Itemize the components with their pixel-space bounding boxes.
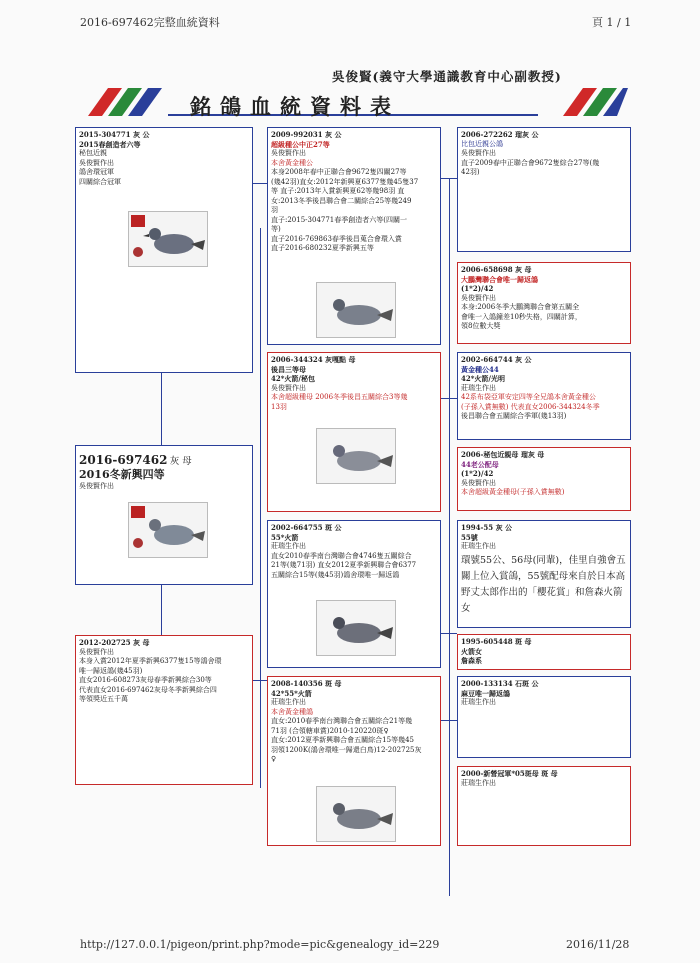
ds-line: 五關綜合15等(幾45羽)鴿舍環唯一歸返鴿 xyxy=(271,570,400,579)
dd-line: 莊瑞生作出 xyxy=(271,698,306,706)
sds-ring: 2002-664744 灰 公 xyxy=(461,355,532,364)
right-stripes xyxy=(563,88,628,116)
dd-line: 直女:2010春季南台灣聯合會五關綜合21等幾 xyxy=(271,717,413,725)
sdd-ring: 2006-秘包近親母 瑠灰 母 xyxy=(461,450,545,459)
sdd-line: (1*2)/42 xyxy=(461,469,494,478)
ds-line: 直女2010春季南台灣聯合會4746隻五關綜合 xyxy=(271,551,412,560)
footer-url: http://127.0.0.1/pigeon/print.php?mode=pic&genealogy_id=229 xyxy=(80,938,440,951)
sss-line: 42羽) xyxy=(461,168,480,176)
dd-ring: 2008-140356 斑 母 xyxy=(271,679,342,688)
ssd-line: 領8位數大獎 xyxy=(461,322,501,330)
pigeon-illustration xyxy=(317,429,395,483)
sdd-title: 44老公配母 xyxy=(461,459,499,469)
dsd-title: 火箭女 xyxy=(461,646,482,656)
ss-title: 超級種公中正27等 xyxy=(271,139,330,149)
dam-line: 直女2016-608273灰母春季新興綜合30等 xyxy=(79,676,212,684)
ss-line: 女:2013冬季後昌聯合會二關綜合25等幾249 xyxy=(271,196,412,205)
sire-ring: 2015-304771 灰 公 xyxy=(79,130,150,139)
dds-line: 莊瑞生作出 xyxy=(461,698,496,706)
page-number: 頁 1 / 1 xyxy=(592,16,632,29)
dd-line: 本舍黃金種鴿 xyxy=(271,707,313,716)
sd-line: 吳俊賢作出 xyxy=(271,383,306,392)
pigeon-illustration xyxy=(317,787,395,841)
ss-line: (幾42羽)直女:2012年新興夏6377隻幾45隻37 xyxy=(271,177,419,186)
sire-line: 四關綜合冠軍 xyxy=(79,177,121,186)
subject-title: 2016冬新興四等 xyxy=(79,468,165,481)
sdd-line: 本舍超級黃金種母(子孫入賞無數) xyxy=(461,488,565,496)
sds-line: 42系布袋亞軍安定四等全兄鴿本舍黃金種公 xyxy=(461,393,596,401)
ssd-title: 大鵬灣聯合會唯一歸返鴿 xyxy=(461,274,538,284)
ss-line: 等 直子:2013年入賞新興夏62等幾98羽 直 xyxy=(271,187,405,195)
banner-title: 銘鴿血統資料表 xyxy=(190,94,400,119)
ddd-box xyxy=(457,766,631,846)
dss-line: 莊瑞生作出 xyxy=(461,542,496,550)
footer-date: 2016/11/28 xyxy=(566,938,630,951)
dam-line: 代表直女2016-697462灰母冬季新興綜合四 xyxy=(79,685,217,694)
pigeon-photo xyxy=(128,211,208,267)
ssd-line: (1*2)/42 xyxy=(461,284,494,293)
sss-line: 直子2009春中正聯合會9672隻綜合27等(幾 xyxy=(461,158,600,167)
ss-line: 直子2016-769863春季後昌蒐合會環入賞 xyxy=(271,234,402,243)
sire-title: 2015春創造者六等 xyxy=(79,139,141,149)
sds-line: 莊瑞生作出 xyxy=(461,383,496,392)
dsd-box xyxy=(457,634,631,670)
sss-box xyxy=(457,127,631,252)
sd-line: 本舍超級種母 2006冬季後昌五關綜合3等幾 xyxy=(271,393,408,401)
sd-line: 42*火箭/秘包 xyxy=(271,374,315,383)
sss-ring: 2006-272262 瑠灰 公 xyxy=(461,130,539,139)
ss-line: 本身2008年春中正聯合會9672隻四關27等 xyxy=(271,168,407,176)
pigeon-photo xyxy=(316,600,396,656)
dam-line: 吳俊賢作出 xyxy=(79,647,114,656)
dd-line: 71羽 (合領轄車賞)2010-120220斑♀ xyxy=(271,726,389,735)
ds-line: 莊瑞生作出 xyxy=(271,542,306,550)
pigeon-photo xyxy=(316,786,396,842)
dd-line: ♀ xyxy=(271,755,277,763)
subject-color: 灰 母 xyxy=(169,456,192,467)
sire-line: 秘包近親 xyxy=(79,149,107,157)
ss-line: 直子:2015-304771春季創造者六等(四關一 xyxy=(271,215,407,224)
ss-ring: 2009-992031 灰 公 xyxy=(271,130,342,139)
ssd-line: 本身:2006冬季大鵬灣聯合會第五關全 xyxy=(461,303,580,311)
ss-line: 直子2016-680232夏季新興五等 xyxy=(271,244,374,252)
pigeon-photo xyxy=(128,502,208,558)
pigeon-photo xyxy=(316,282,396,338)
pigeon-illustration xyxy=(129,212,207,266)
document-title: 2016-697462完整血統資料 xyxy=(80,16,220,29)
ss-line: 本舍黃金種公 xyxy=(271,158,313,167)
author-line: 吳俊賢(義守大學通識教育中心副教授) xyxy=(332,69,562,84)
sds-line: 後昌聯合會五關綜合季軍(幾13羽) xyxy=(461,412,567,420)
sire-line: 吳俊賢作出 xyxy=(79,158,114,167)
dam-line: 等領獎近五千萬 xyxy=(79,695,128,703)
sds-title: 黃金種公44 xyxy=(461,364,499,374)
pigeon-photo xyxy=(316,428,396,484)
dsd-line: 詹森系 xyxy=(461,656,482,665)
dss-ring: 1994-55 灰 公 xyxy=(461,523,513,532)
pigeon-illustration xyxy=(317,283,395,337)
ddd-ring: 2000-新營冠軍*05斑母 斑 母 xyxy=(461,769,558,778)
dam-line: 本身入賞2012年夏季新興6377隻15等鴿舍環 xyxy=(79,657,222,665)
sdd-line: 吳俊賢作出 xyxy=(461,478,496,487)
sdd-box xyxy=(457,447,631,511)
dds-title: 麻豆唯一歸返鴿 xyxy=(461,688,510,698)
dam-ring: 2012-202725 灰 母 xyxy=(79,638,150,647)
sire-line: 鴿舍環冠軍 xyxy=(79,168,114,176)
ddd-line: 莊瑞生作出 xyxy=(461,778,496,787)
ss-line: 等) xyxy=(271,225,281,233)
dss-box xyxy=(457,520,631,628)
ds-title: 55*火箭 xyxy=(271,532,299,542)
dds-box xyxy=(457,676,631,758)
sss-line: 吳俊賢作出 xyxy=(461,149,496,157)
dss-note: 環號55公、56母(同輩)，佳里自強會五關上位入賞鴿，55號配母來自於日本高野丈太郎作出的「櫻花賞」和詹森火箭女 xyxy=(461,554,626,614)
dam-box xyxy=(75,635,253,785)
dss-title: 55號 xyxy=(461,532,478,542)
sd-line: 13羽 xyxy=(271,402,287,411)
sd-ring: 2006-344324 灰嘎點 母 xyxy=(271,355,356,364)
ss-line: 羽 xyxy=(271,206,278,214)
ssd-line: 會唯一入鴿鐘差10秒失格，四關計算， xyxy=(461,312,582,321)
ss-line: 吳俊賢作出 xyxy=(271,149,306,157)
ssd-ring: 2006-658698 灰 母 xyxy=(461,265,532,274)
left-stripes xyxy=(88,88,162,116)
subject-breeder: 吳俊賢作出 xyxy=(79,482,114,490)
ssd-line: 吳俊賢作出 xyxy=(461,293,496,302)
sd-title: 後昌三等母 xyxy=(271,364,306,374)
sds-line: (子孫入賞無數) 代表直女2006-344324冬季 xyxy=(461,402,600,411)
ds-ring: 2002-664755 斑 公 xyxy=(271,523,342,532)
dd-line: 羽領1200K(鴿舍環唯一歸還白鳥)12-202725灰 xyxy=(271,745,422,754)
dds-ring: 2000-133134 石斑 公 xyxy=(461,679,539,688)
dd-title: 42*55*火箭 xyxy=(271,688,312,698)
ssd-box xyxy=(457,262,631,344)
pigeon-illustration xyxy=(317,601,395,655)
pigeon-illustration xyxy=(129,503,207,557)
dd-line: 直女:2012夏季新興聯合會五關綜合15等幾45 xyxy=(271,736,414,744)
dam-line: 唯一歸返鴿(幾45羽) xyxy=(79,666,143,675)
dsd-ring: 1995-605448 斑 母 xyxy=(461,637,532,646)
sds-box xyxy=(457,352,631,440)
sss-title: 比包近親公鴿 xyxy=(461,139,503,148)
sds-line: 42*火箭/光明 xyxy=(461,374,505,383)
ds-line: 21等(幾71羽) 直女2012夏季新興聯合會6377 xyxy=(271,561,417,569)
subject-ring: 2016-697462 xyxy=(79,453,168,467)
